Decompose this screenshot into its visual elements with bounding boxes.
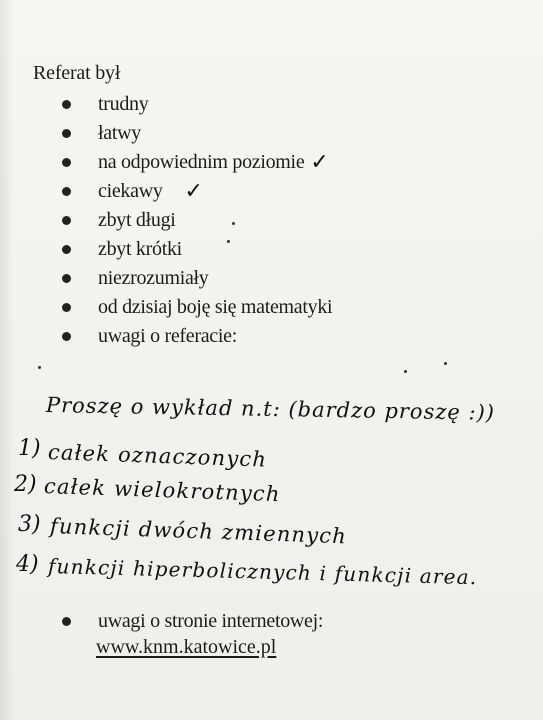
handwritten-item-number: 4) xyxy=(16,552,39,577)
option-label: na odpowiednim poziomie xyxy=(98,151,305,173)
handwritten-item-number: 3) xyxy=(18,512,41,537)
checkmark-icon: ✓ xyxy=(310,150,329,175)
website-feedback-item xyxy=(62,606,323,636)
website-feedback-section xyxy=(62,606,323,636)
option-label: uwagi o referacie: xyxy=(98,325,237,347)
option-label: niezrozumiały xyxy=(98,267,209,289)
option-label: od dzisiaj boję się matematyki xyxy=(98,296,333,318)
handwritten-request: Proszę o wykład n.t: (bardzo proszę :)) xyxy=(45,393,496,425)
handwritten-item-number: 1) xyxy=(18,436,41,461)
website-feedback-label: uwagi o stronie internetowej: xyxy=(98,609,324,632)
handwritten-item-number: 2) xyxy=(14,472,37,497)
option-label: ciekawy xyxy=(98,180,163,202)
bullet-icon xyxy=(62,617,71,626)
checkmark-icon: ✓ xyxy=(184,179,203,204)
handwritten-item-text: funkcji dwóch zmiennych xyxy=(49,514,348,549)
website-url-link[interactable]: www.knm.katowice.pl xyxy=(96,636,277,658)
option-label: zbyt długi xyxy=(98,209,176,231)
option-label: trudny xyxy=(98,93,149,115)
form-heading: Referat był xyxy=(33,62,121,84)
option-label: zbyt krótki xyxy=(98,238,182,260)
handwritten-item-text: całek wielokrotnych xyxy=(43,474,281,507)
handwritten-item-text: całek oznaczonych xyxy=(47,440,268,472)
option-label: łatwy xyxy=(98,122,141,144)
handwritten-item-text: funkcji hiperbolicznych i funkcji area. xyxy=(47,554,478,590)
